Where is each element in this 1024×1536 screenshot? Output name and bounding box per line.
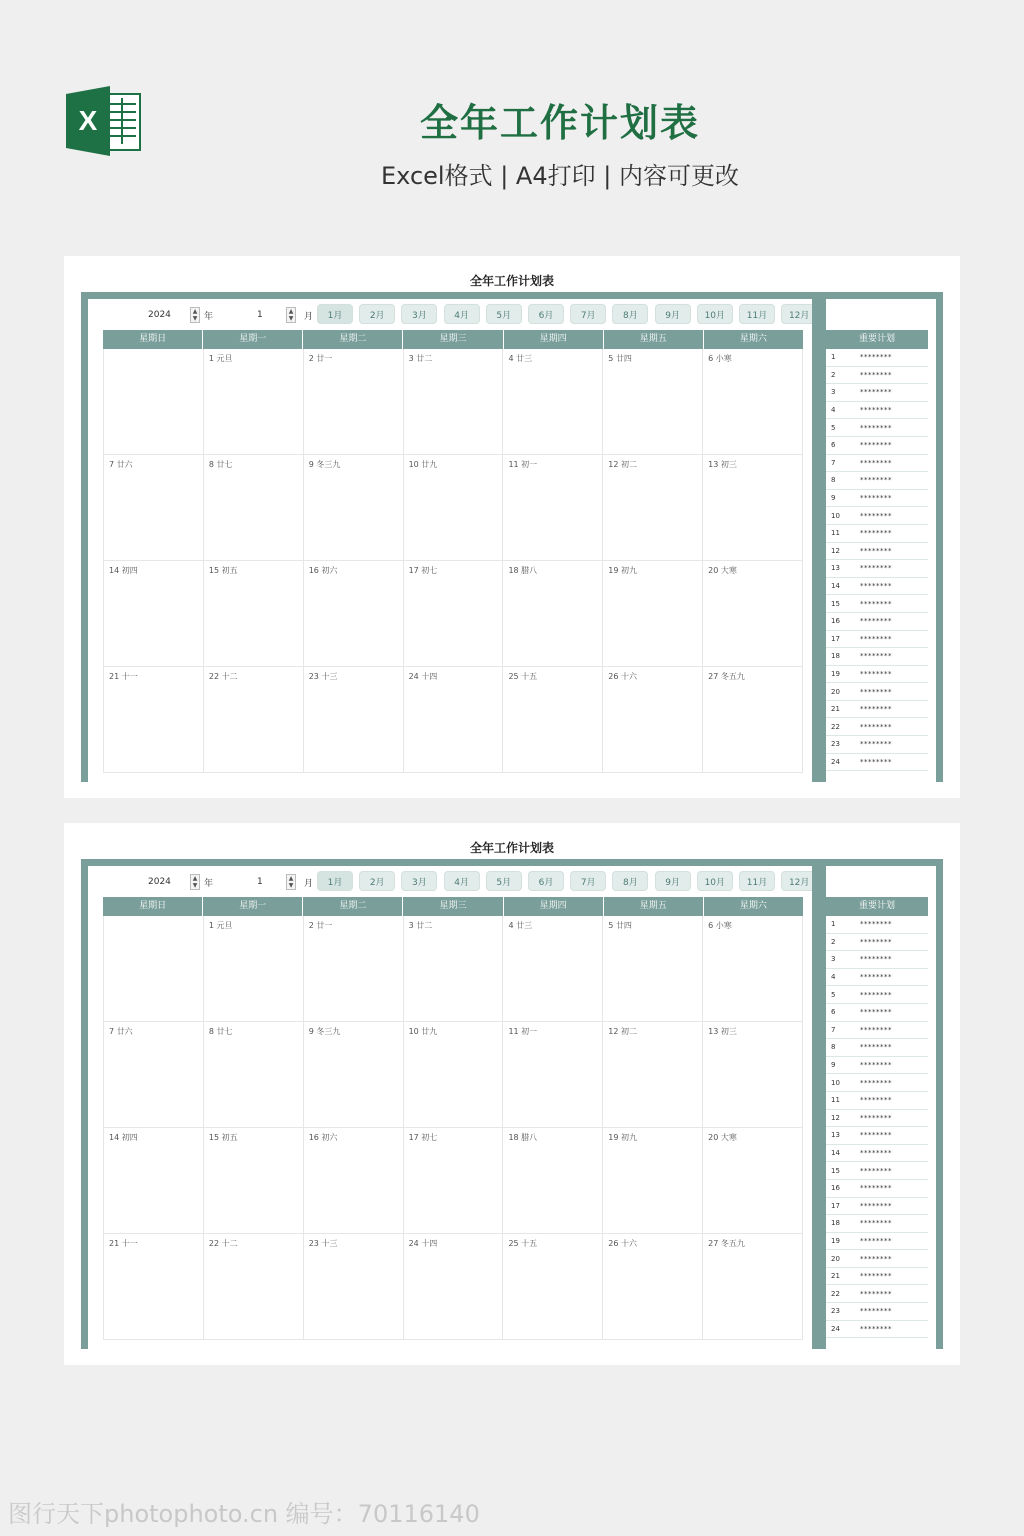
calendar-day-cell[interactable]: 4 廿三 xyxy=(502,916,602,1021)
calendar-day-cell[interactable]: 11 初一 xyxy=(502,455,602,560)
plan-text[interactable]: ******** xyxy=(860,370,892,379)
plan-text[interactable]: ******** xyxy=(860,423,892,432)
calendar-day-cell[interactable]: 1 元旦 xyxy=(203,349,303,454)
weekday-label: 星期四 xyxy=(504,897,604,916)
plan-text[interactable]: ******** xyxy=(860,1078,892,1087)
calendar-panel xyxy=(88,866,936,1349)
plan-number: 16 xyxy=(831,1184,840,1193)
calendar-day-cell[interactable]: 9 冬三九 xyxy=(303,455,403,560)
plan-text[interactable]: ******** xyxy=(860,529,892,538)
calendar-day-cell[interactable]: 13 初三 xyxy=(702,1022,803,1127)
month-button-8[interactable]: 8月 xyxy=(612,871,648,891)
calendar-day-cell[interactable]: 23 十三 xyxy=(303,1234,403,1339)
calendar-day-cell[interactable]: 17 初七 xyxy=(403,561,503,666)
plan-number: 4 xyxy=(831,973,836,982)
plan-text[interactable]: ******** xyxy=(860,990,892,999)
weekday-label: 星期四 xyxy=(504,330,604,349)
plan-row[interactable] xyxy=(826,736,928,754)
calendar-week-row xyxy=(103,455,803,561)
plan-header: 重要计划 xyxy=(826,330,928,349)
calendar-day-cell[interactable]: 25 十五 xyxy=(502,1234,602,1339)
plan-number: 6 xyxy=(831,441,836,450)
plan-row[interactable] xyxy=(826,367,928,385)
plan-row[interactable] xyxy=(826,472,928,490)
calendar-day-cell[interactable]: 16 初六 xyxy=(303,561,403,666)
calendar-day-cell[interactable] xyxy=(103,349,203,454)
month-button-1[interactable]: 1月 xyxy=(317,304,353,324)
plan-number: 14 xyxy=(831,1149,840,1158)
plan-text[interactable]: ******** xyxy=(860,1043,892,1052)
calendar-day-cell[interactable]: 7 廿六 xyxy=(103,455,203,560)
calendar-day-cell[interactable]: 7 廿六 xyxy=(103,1022,203,1127)
plan-number: 2 xyxy=(831,370,836,379)
plan-number: 3 xyxy=(831,388,836,397)
month-button-12[interactable]: 12月 xyxy=(781,304,817,324)
month-button-3[interactable]: 3月 xyxy=(401,871,437,891)
calendar-day-cell[interactable]: 6 小寒 xyxy=(702,349,803,454)
calendar-day-cell[interactable]: 16 初六 xyxy=(303,1128,403,1233)
plan-text[interactable]: ******** xyxy=(860,1025,892,1034)
calendar-week-row xyxy=(103,916,803,1022)
calendar-day-cell[interactable]: 25 十五 xyxy=(502,667,602,772)
weekday-label: 星期六 xyxy=(704,330,803,349)
plan-number: 12 xyxy=(831,1113,840,1122)
excel-logo-icon xyxy=(66,86,144,156)
calendar-day-cell[interactable]: 10 廿九 xyxy=(403,1022,503,1127)
plan-number: 21 xyxy=(831,1272,840,1281)
plan-number: 24 xyxy=(831,1324,840,1333)
plan-number: 17 xyxy=(831,1201,840,1210)
calendar-frame xyxy=(81,292,943,782)
plan-text[interactable]: ******** xyxy=(860,353,892,362)
sheet-title: 全年工作计划表 xyxy=(469,274,554,288)
watermark: 图行天下photophoto.cn 编号：70116140 xyxy=(8,1500,480,1528)
month-button-10[interactable]: 10月 xyxy=(697,304,733,324)
plan-row[interactable] xyxy=(826,718,928,736)
plan-row[interactable] xyxy=(826,1250,928,1268)
plan-text[interactable]: ******** xyxy=(860,617,892,626)
calendar-day-cell[interactable]: 20 大寒 xyxy=(702,561,803,666)
plan-list xyxy=(826,916,928,1338)
month-button-2[interactable]: 2月 xyxy=(359,871,395,891)
plan-text[interactable]: ******** xyxy=(860,582,892,591)
year-value[interactable]: 2024 xyxy=(148,877,171,887)
plan-number: 11 xyxy=(831,529,840,538)
plan-text[interactable]: ******** xyxy=(860,1184,892,1193)
plan-row[interactable] xyxy=(826,578,928,596)
plan-row[interactable] xyxy=(826,384,928,402)
plan-row[interactable] xyxy=(826,1127,928,1145)
plan-row[interactable] xyxy=(826,1285,928,1303)
plan-number: 2 xyxy=(831,937,836,946)
calendar-day-cell[interactable]: 18 腊八 xyxy=(502,561,602,666)
weekday-header xyxy=(103,330,803,349)
month-button-5[interactable]: 5月 xyxy=(486,871,522,891)
plan-number: 23 xyxy=(831,740,840,749)
plan-row[interactable] xyxy=(826,1215,928,1233)
plan-number: 22 xyxy=(831,1289,840,1298)
year-spinner[interactable]: ▲ ▼ xyxy=(190,874,200,890)
weekday-label: 星期二 xyxy=(303,330,403,349)
plan-text[interactable]: ******** xyxy=(860,973,892,982)
plan-row[interactable] xyxy=(826,934,928,952)
plan-row[interactable] xyxy=(826,631,928,649)
plan-text[interactable]: ******** xyxy=(860,1166,892,1175)
plan-number: 14 xyxy=(831,582,840,591)
plan-text[interactable]: ******** xyxy=(860,652,892,661)
plan-text[interactable]: ******** xyxy=(860,687,892,696)
plan-row[interactable] xyxy=(826,1092,928,1110)
plan-text[interactable]: ******** xyxy=(860,476,892,485)
plan-number: 23 xyxy=(831,1307,840,1316)
plan-number: 15 xyxy=(831,1166,840,1175)
calendar-day-cell[interactable]: 10 廿九 xyxy=(403,455,503,560)
plan-row[interactable] xyxy=(826,419,928,437)
calendar-day-cell[interactable]: 17 初七 xyxy=(403,1128,503,1233)
plan-row[interactable] xyxy=(826,437,928,455)
calendar-day-cell[interactable]: 15 初五 xyxy=(203,1128,303,1233)
month-spinner[interactable]: ▲ ▼ xyxy=(286,307,296,323)
calendar-day-cell[interactable]: 8 廿七 xyxy=(203,1022,303,1127)
calendar-day-cell[interactable]: 2 廿一 xyxy=(303,349,403,454)
plan-number: 19 xyxy=(831,1236,840,1245)
panel-divider xyxy=(812,299,826,782)
plan-header: 重要计划 xyxy=(826,897,928,916)
plan-row[interactable] xyxy=(826,1074,928,1092)
month-button-10[interactable]: 10月 xyxy=(697,871,733,891)
calendar-day-cell[interactable]: 26 十六 xyxy=(602,1234,702,1339)
calendar-day-cell[interactable]: 3 廿二 xyxy=(403,916,503,1021)
weekday-label: 星期三 xyxy=(403,897,503,916)
plan-text[interactable]: ******** xyxy=(860,599,892,608)
plan-row[interactable] xyxy=(826,1039,928,1057)
plan-text[interactable]: ******** xyxy=(860,1254,892,1263)
plan-row[interactable] xyxy=(826,1022,928,1040)
weekday-label: 星期日 xyxy=(103,330,203,349)
calendar-day-cell[interactable]: 14 初四 xyxy=(103,1128,203,1233)
weekday-label: 星期五 xyxy=(604,330,704,349)
calendar-day-cell[interactable]: 6 小寒 xyxy=(702,916,803,1021)
month-spinner[interactable]: ▲ ▼ xyxy=(286,874,296,890)
plan-row[interactable] xyxy=(826,754,928,772)
plan-row[interactable] xyxy=(826,701,928,719)
calendar-day-cell[interactable]: 26 十六 xyxy=(602,667,702,772)
calendar-day-cell[interactable]: 20 大寒 xyxy=(702,1128,803,1233)
plan-row[interactable] xyxy=(826,1180,928,1198)
month-button-4[interactable]: 4月 xyxy=(444,304,480,324)
plan-text[interactable]: ******** xyxy=(860,1061,892,1070)
calendar-day-cell[interactable]: 19 初九 xyxy=(602,561,702,666)
plan-number: 15 xyxy=(831,599,840,608)
plan-number: 12 xyxy=(831,546,840,555)
plan-row[interactable] xyxy=(826,1233,928,1251)
calendar-grid xyxy=(103,916,803,1340)
panel-divider xyxy=(812,866,826,1349)
month-unit-label: 月 xyxy=(304,878,314,889)
plan-text[interactable]: ******** xyxy=(860,634,892,643)
calendar-week-row xyxy=(103,1022,803,1128)
calendar-day-cell[interactable]: 3 廿二 xyxy=(403,349,503,454)
calendar-frame xyxy=(81,859,943,1349)
plan-text[interactable]: ******** xyxy=(860,740,892,749)
plan-row[interactable] xyxy=(826,490,928,508)
month-button-6[interactable]: 6月 xyxy=(528,871,564,891)
year-unit-label: 年 xyxy=(204,311,214,322)
plan-number: 18 xyxy=(831,652,840,661)
plan-text[interactable]: ******** xyxy=(860,564,892,573)
calendar-day-cell[interactable]: 24 十四 xyxy=(403,667,503,772)
plan-number: 21 xyxy=(831,705,840,714)
month-button-1[interactable]: 1月 xyxy=(317,871,353,891)
plan-number: 9 xyxy=(831,494,836,503)
plan-number: 1 xyxy=(831,920,836,929)
month-value[interactable]: 1 xyxy=(257,310,263,320)
month-button-9[interactable]: 9月 xyxy=(655,304,691,324)
calendar-day-cell[interactable]: 22 十二 xyxy=(203,667,303,772)
plan-number: 19 xyxy=(831,669,840,678)
plan-number: 13 xyxy=(831,1131,840,1140)
month-button-2[interactable]: 2月 xyxy=(359,304,395,324)
plan-number: 9 xyxy=(831,1061,836,1070)
month-button-5[interactable]: 5月 xyxy=(486,304,522,324)
plan-row[interactable] xyxy=(826,969,928,987)
month-button-7[interactable]: 7月 xyxy=(570,871,606,891)
plan-text[interactable]: ******** xyxy=(860,406,892,415)
plan-row[interactable] xyxy=(826,560,928,578)
plan-row[interactable] xyxy=(826,666,928,684)
plan-number: 5 xyxy=(831,990,836,999)
plan-text[interactable]: ******** xyxy=(860,1008,892,1017)
sheet-preview-1 xyxy=(64,256,960,798)
plan-row[interactable] xyxy=(826,986,928,1004)
plan-text[interactable]: ******** xyxy=(860,757,892,766)
plan-list xyxy=(826,349,928,771)
calendar-day-cell[interactable]: 12 初二 xyxy=(602,455,702,560)
plan-number: 3 xyxy=(831,955,836,964)
calendar-day-cell[interactable]: 2 廿一 xyxy=(303,916,403,1021)
month-button-7[interactable]: 7月 xyxy=(570,304,606,324)
plan-number: 6 xyxy=(831,1008,836,1017)
month-button-4[interactable]: 4月 xyxy=(444,871,480,891)
calendar-panel xyxy=(88,299,936,782)
calendar-day-cell[interactable] xyxy=(103,916,203,1021)
weekday-label: 星期二 xyxy=(303,897,403,916)
plan-text[interactable]: ******** xyxy=(860,1201,892,1210)
weekday-label: 星期一 xyxy=(203,897,303,916)
plan-number: 22 xyxy=(831,722,840,731)
weekday-header xyxy=(103,897,803,916)
plan-row[interactable] xyxy=(826,525,928,543)
calendar-week-row xyxy=(103,561,803,667)
plan-text[interactable]: ******** xyxy=(860,1113,892,1122)
plan-number: 10 xyxy=(831,511,840,520)
plan-number: 1 xyxy=(831,353,836,362)
calendar-day-cell[interactable]: 8 廿七 xyxy=(203,455,303,560)
plan-row[interactable] xyxy=(826,613,928,631)
plan-number: 5 xyxy=(831,423,836,432)
plan-text[interactable]: ******** xyxy=(860,388,892,397)
month-button-8[interactable]: 8月 xyxy=(612,304,648,324)
weekday-label: 星期三 xyxy=(403,330,503,349)
year-value[interactable]: 2024 xyxy=(148,310,171,320)
plan-row[interactable] xyxy=(826,543,928,561)
plan-row[interactable] xyxy=(826,648,928,666)
page-title: 全年工作计划表 xyxy=(419,101,700,145)
plan-row[interactable] xyxy=(826,1057,928,1075)
plan-text[interactable]: ******** xyxy=(860,955,892,964)
plan-row[interactable] xyxy=(826,402,928,420)
plan-number: 11 xyxy=(831,1096,840,1105)
plan-text[interactable]: ******** xyxy=(860,1236,892,1245)
plan-text[interactable]: ******** xyxy=(860,1149,892,1158)
plan-row[interactable] xyxy=(826,1303,928,1321)
plan-row[interactable] xyxy=(826,1004,928,1022)
plan-text[interactable]: ******** xyxy=(860,1272,892,1281)
weekday-label: 星期五 xyxy=(604,897,704,916)
plan-text[interactable]: ******** xyxy=(860,669,892,678)
plan-number: 8 xyxy=(831,476,836,485)
calendar-day-cell[interactable]: 11 初一 xyxy=(502,1022,602,1127)
calendar-week-row xyxy=(103,667,803,773)
calendar-day-cell[interactable]: 22 十二 xyxy=(203,1234,303,1339)
plan-row[interactable] xyxy=(826,1145,928,1163)
month-button-11[interactable]: 11月 xyxy=(739,304,775,324)
plan-number: 7 xyxy=(831,458,836,467)
plan-row[interactable] xyxy=(826,951,928,969)
plan-text[interactable]: ******** xyxy=(860,511,892,520)
plan-text[interactable]: ******** xyxy=(860,937,892,946)
plan-number: 7 xyxy=(831,1025,836,1034)
plan-row[interactable] xyxy=(826,1198,928,1216)
calendar-day-cell[interactable]: 19 初九 xyxy=(602,1128,702,1233)
plan-row[interactable] xyxy=(826,595,928,613)
plan-text[interactable]: ******** xyxy=(860,494,892,503)
plan-number: 24 xyxy=(831,757,840,766)
plan-number: 16 xyxy=(831,617,840,626)
plan-text[interactable]: ******** xyxy=(860,441,892,450)
plan-number: 17 xyxy=(831,634,840,643)
calendar-day-cell[interactable]: 23 十三 xyxy=(303,667,403,772)
calendar-week-row xyxy=(103,1234,803,1340)
plan-text[interactable]: ******** xyxy=(860,722,892,731)
plan-text[interactable]: ******** xyxy=(860,1131,892,1140)
calendar-grid xyxy=(103,349,803,773)
plan-text[interactable]: ******** xyxy=(860,920,892,929)
plan-row[interactable] xyxy=(826,1110,928,1128)
plan-number: 18 xyxy=(831,1219,840,1228)
calendar-day-cell[interactable]: 21 十一 xyxy=(103,1234,203,1339)
weekday-label: 星期六 xyxy=(704,897,803,916)
plan-row[interactable] xyxy=(826,1162,928,1180)
plan-text[interactable]: ******** xyxy=(860,546,892,555)
plan-text[interactable]: ******** xyxy=(860,1324,892,1333)
plan-row[interactable] xyxy=(826,1268,928,1286)
weekday-label: 星期一 xyxy=(203,330,303,349)
weekday-label: 星期日 xyxy=(103,897,203,916)
plan-number: 20 xyxy=(831,687,840,696)
sheet-title: 全年工作计划表 xyxy=(469,841,554,855)
plan-number: 10 xyxy=(831,1078,840,1087)
calendar-week-row xyxy=(103,1128,803,1234)
plan-row[interactable] xyxy=(826,455,928,473)
calendar-day-cell[interactable]: 9 冬三九 xyxy=(303,1022,403,1127)
calendar-day-cell[interactable]: 18 腊八 xyxy=(502,1128,602,1233)
month-value[interactable]: 1 xyxy=(257,877,263,887)
calendar-day-cell[interactable]: 15 初五 xyxy=(203,561,303,666)
month-button-12[interactable]: 12月 xyxy=(781,871,817,891)
month-button-3[interactable]: 3月 xyxy=(401,304,437,324)
month-unit-label: 月 xyxy=(304,311,314,322)
year-spinner[interactable]: ▲ ▼ xyxy=(190,307,200,323)
calendar-day-cell[interactable]: 5 廿四 xyxy=(602,349,702,454)
plan-number: 8 xyxy=(831,1043,836,1052)
plan-row[interactable] xyxy=(826,349,928,367)
month-button-9[interactable]: 9月 xyxy=(655,871,691,891)
plan-row[interactable] xyxy=(826,916,928,934)
plan-text[interactable]: ******** xyxy=(860,458,892,467)
calendar-day-cell[interactable]: 14 初四 xyxy=(103,561,203,666)
excel-logo-letter: X xyxy=(78,105,98,136)
calendar-day-cell[interactable]: 27 冬五九 xyxy=(702,667,803,772)
plan-number: 4 xyxy=(831,406,836,415)
plan-number: 20 xyxy=(831,1254,840,1263)
plan-row[interactable] xyxy=(826,507,928,525)
plan-text[interactable]: ******** xyxy=(860,1219,892,1228)
calendar-day-cell[interactable]: 27 冬五九 xyxy=(702,1234,803,1339)
calendar-day-cell[interactable]: 21 十一 xyxy=(103,667,203,772)
calendar-day-cell[interactable]: 24 十四 xyxy=(403,1234,503,1339)
page-subtitle: Excel格式 | A4打印 | 内容可更改 xyxy=(381,162,739,190)
calendar-day-cell[interactable]: 1 元旦 xyxy=(203,916,303,1021)
plan-text[interactable]: ******** xyxy=(860,705,892,714)
calendar-day-cell[interactable]: 13 初三 xyxy=(702,455,803,560)
plan-text[interactable]: ******** xyxy=(860,1289,892,1298)
plan-text[interactable]: ******** xyxy=(860,1307,892,1316)
calendar-week-row xyxy=(103,349,803,455)
month-button-6[interactable]: 6月 xyxy=(528,304,564,324)
plan-text[interactable]: ******** xyxy=(860,1096,892,1105)
plan-row[interactable] xyxy=(826,683,928,701)
plan-number: 13 xyxy=(831,564,840,573)
plan-row[interactable] xyxy=(826,1321,928,1339)
year-unit-label: 年 xyxy=(204,878,214,889)
sheet-preview-2 xyxy=(64,823,960,1365)
calendar-day-cell[interactable]: 4 廿三 xyxy=(502,349,602,454)
calendar-day-cell[interactable]: 12 初二 xyxy=(602,1022,702,1127)
month-button-11[interactable]: 11月 xyxy=(739,871,775,891)
calendar-day-cell[interactable]: 5 廿四 xyxy=(602,916,702,1021)
